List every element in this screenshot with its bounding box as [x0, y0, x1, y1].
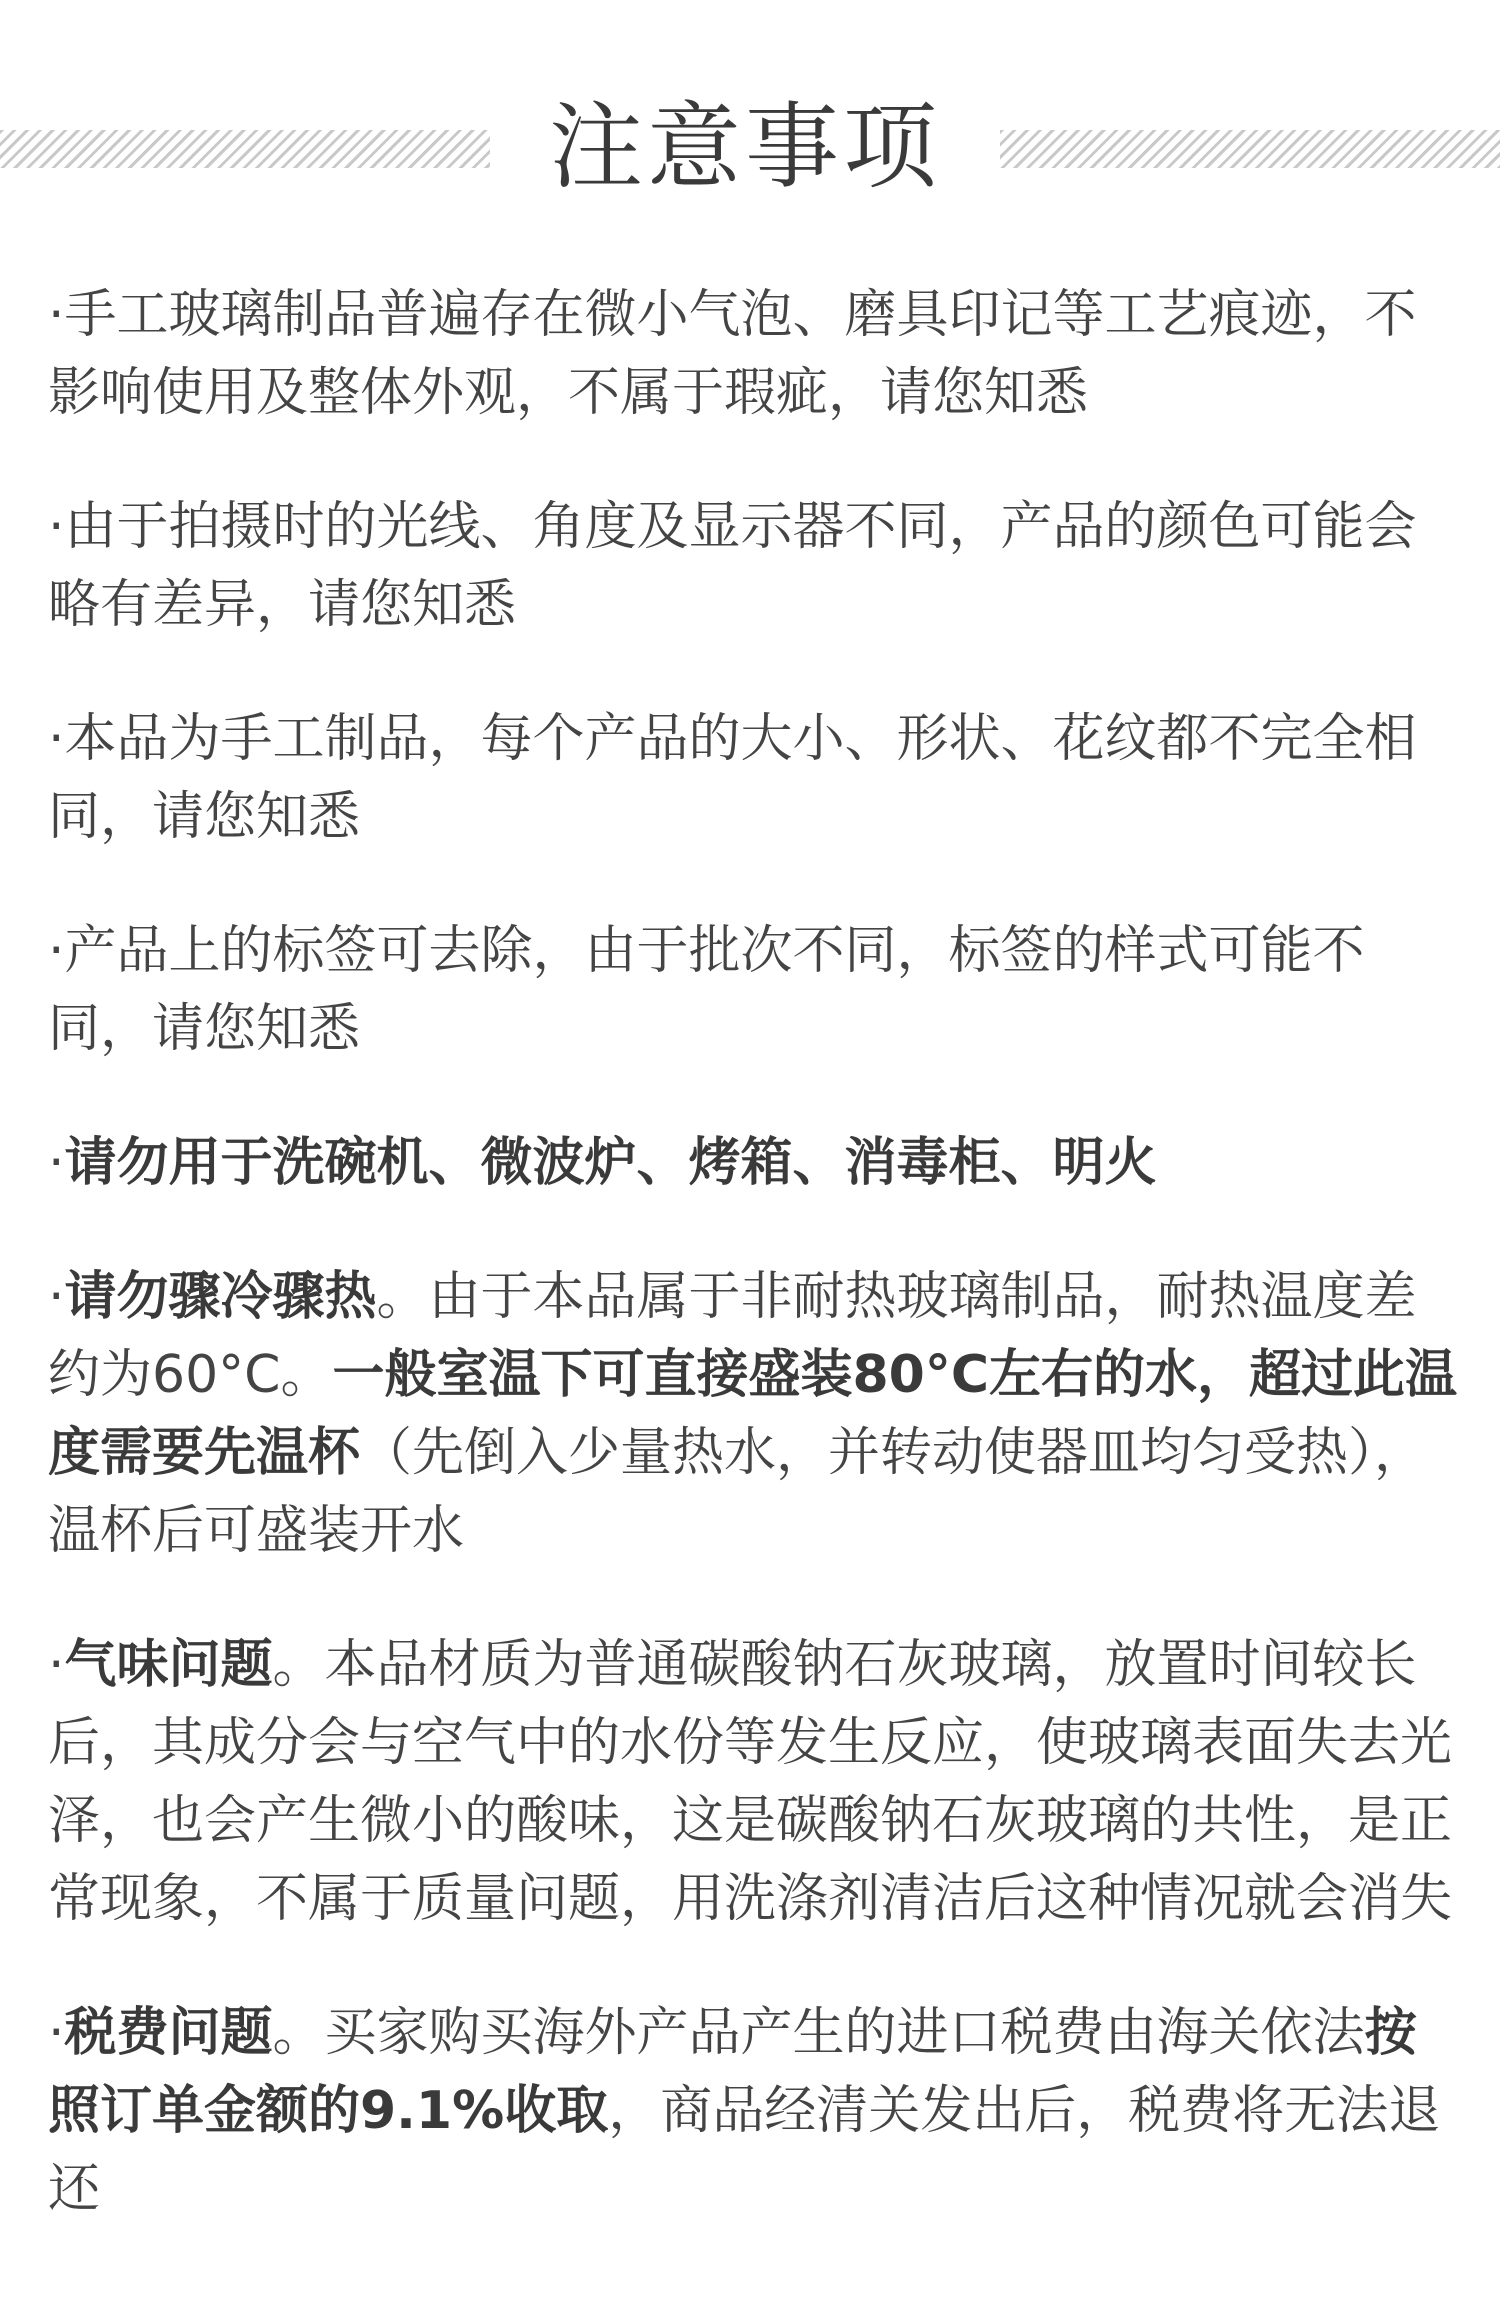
note-item-tax [48, 1994, 1458, 2228]
bullet-dot: · [48, 285, 65, 345]
page-title: 注意事项 [548, 93, 941, 202]
header-stripe-left [0, 130, 490, 168]
section-header [0, 88, 1500, 218]
bullet-dot: · [48, 1267, 65, 1327]
bullet-dot: · [48, 921, 65, 981]
note-text: ，商品经清关发出后，税费将无法退还 [48, 2081, 1441, 2219]
note-text: 产品上的标签可去除，由于批次不同，标签的样式可能不同，请您知悉 [48, 921, 1365, 1059]
bullet-dot: · [48, 1133, 65, 1193]
bullet-dot: · [48, 1635, 65, 1695]
note-item-temperature [48, 1258, 1458, 1570]
bullet-dot: · [48, 2003, 65, 2063]
note-text: 本品为手工制品，每个产品的大小、形状、花纹都不完全相同，请您知悉 [48, 709, 1417, 847]
note-item-color-difference [48, 488, 1458, 644]
note-text: （先倒入少量热水，并转动使器皿均匀受热），温杯后可盛装开水 [48, 1423, 1427, 1561]
note-text: 。本品材质为普通碳酸钠石灰玻璃，放置时间较长后，其成分会与空气中的水份等发生反应，使玻璃表面失去光泽，也会产生微小的酸味，这是碳酸钠石灰玻璃的共性，是正常现象，不属于质量问题，用洗涤剂清洁后这种情况就会消失 [48, 1635, 1453, 1929]
bullet-dot: · [48, 709, 65, 769]
note-bold-heading: 气味问题 [64, 1635, 273, 1695]
note-text: 由于拍摄时的光线、角度及显示器不同，产品的颜色可能会略有差异，请您知悉 [48, 497, 1417, 635]
note-text: 。由于本品属于非耐热玻璃制品，耐热温度差约为60°C。 [48, 1267, 1417, 1405]
note-item-appliance-warning [48, 1124, 1458, 1202]
note-item-odor [48, 1626, 1458, 1938]
note-bold-heading: 税费问题 [64, 2003, 273, 2063]
note-text: 。买家购买海外产品产生的进口税费由海关依法 [272, 2003, 1365, 2063]
header-stripe-right [1000, 130, 1500, 168]
notes-list [48, 276, 1458, 2284]
note-bold-heading: 请勿骤冷骤热 [64, 1267, 377, 1327]
note-item-handmade [48, 700, 1458, 856]
note-item-glass-marks [48, 276, 1458, 432]
note-bold-text: 请勿用于洗碗机、微波炉、烤箱、消毒柜、明火 [64, 1133, 1157, 1193]
note-bold-text: 按照订单金额的9.1%收取 [48, 2003, 1417, 2141]
note-text: 手工玻璃制品普遍存在微小气泡、磨具印记等工艺痕迹，不影响使用及整体外观，不属于瑕疵，请您知悉 [48, 285, 1417, 423]
note-item-labels [48, 912, 1458, 1068]
bullet-dot: · [48, 497, 65, 557]
note-bold-text: 一般室温下可直接盛装80°C左右的水，超过此温度需要先温杯 [48, 1345, 1458, 1483]
